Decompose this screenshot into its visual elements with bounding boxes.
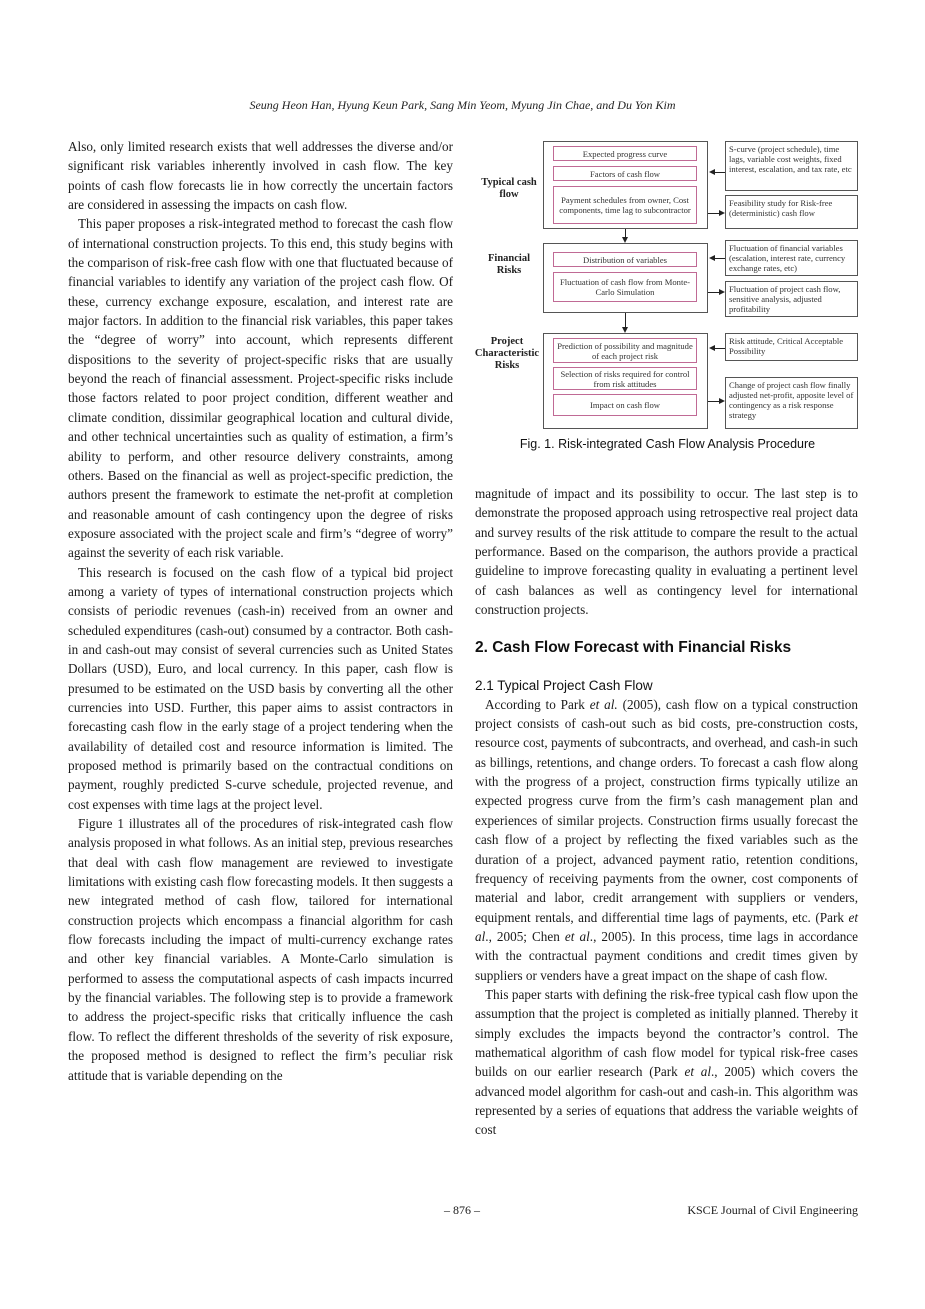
text-run: ., 2005) which covers the advanced model algorithm for cash-out and cash-in. This algorithm was represented by a series of equations that address the variable weights of cost <box>475 1064 858 1138</box>
connector-line <box>708 401 719 402</box>
paragraph: Figure 1 illustrates all of the procedures of risk-integrated cash flow analysis proposed in what follows. As an initial step, previous researches that deal with cash flow management are reviewed to investigate limitations with existing cash flow forecasting models. It then suggests a new integrated method of cash flow, tailored for international construction projects which encompass a financial algorithm for cash flow forecasts including the impact of multi-currency exchange rates and other key financial variables. A Monte-Carlo simulation is performed to assess the computational aspects of cash impacts incurred by the financial variables. The following step is to provide a framework to address the project-specific risks that critically influence the cash flow. To reflect the different thresholds of the severity of risk exposure, the proposed method is designed to reflect the firm’s peculiar risk attitude that is variable depending on the <box>68 816 453 1083</box>
connector-line <box>625 313 626 327</box>
stage-label-financial-risks <box>475 253 543 277</box>
step-payment-schedules: Payment schedules from owner, Cost components, time lag to subcontractor <box>553 186 697 224</box>
text-run: (2005), cash flow on a typical construction project consists of cash-out such as bid costs, pre-construction costs, resource cost, payments of subcontracts, and overhead, and cash-in such as billings, retentions, and change orders. To forecast a cash flow along with the progress of a project, construction firms typically utilize an expected progress curve from the firm’s cash management plan and experiences of similar projects. Construction firms usually forecast the cash flow of a project by reflecting the fixed variables such as the duration of a project, advanced payment ratio, retention conditions, frequency of receiving payments from the owner, cost components of material and labor, credit arrangement with suppliers or venders, equipment rentals, and differential time lags of payments, etc. (Park <box>475 696 858 925</box>
connector-line <box>708 292 719 293</box>
output-box-project-cash-flow-fluctuation: Fluctuation of project cash flow, sensitive analysis, adjusted profitability <box>725 281 858 317</box>
right-column <box>475 484 858 1140</box>
text-run: According to Park <box>485 696 590 712</box>
input-box-s-curve: S-curve (project schedule), time lags, variable cost weights, fixed interest, escalation, and tax rate, etc <box>725 141 858 191</box>
connector-line <box>715 258 725 259</box>
stage-label-typical-cash-flow <box>475 177 543 201</box>
step-monte-carlo-fluctuation: Fluctuation of cash flow from Monte-Carlo Simulation <box>553 272 697 302</box>
stage-label-project-characteristic-risks <box>470 336 544 372</box>
page-number: – 876 – <box>444 1203 480 1217</box>
connector-line <box>625 229 626 237</box>
subsection-heading: 2.1 Typical Project Cash Flow <box>475 677 653 693</box>
journal-name: KSCE Journal of Civil Engineering <box>687 1203 858 1217</box>
figure-1-flowchart <box>475 137 860 462</box>
output-box-feasibility-study: Feasibility study for Risk-free (deterministic) cash flow <box>725 195 858 229</box>
step-distribution-of-variables: Distribution of variables <box>553 252 697 267</box>
paragraph <box>475 985 858 1140</box>
stage-box-project-characteristic-risks <box>543 333 708 429</box>
stage-box-typical-cash-flow <box>543 141 708 229</box>
label-line: flow <box>499 189 519 200</box>
paragraph: This research is focused on the cash flow of a typical bid project among a variety of types of international construction projects which consists of periodic revenues (cash-in) received from an owner and scheduled expenditures (cash-out) consumed by a contractor. Both cash-in and cash-out may consist of several currencies such as United States Dollars (USD), Euro, and local currency. In this paper, cash flow is presumed to be estimated on the USD basis by converting all the other currencies into USD. Further, this paper aims to assist contractors in forecasting cash flow in the early stage of a project tendering when the availability of detailed cost and resource information is limited. The proposed method is primarily based on the contractual conditions on payment, roughly predicted S-curve schedule, projected revenue, and cost expenses with time lags at the project level. <box>68 564 453 812</box>
arrow-left-icon <box>709 255 715 261</box>
text-run-italic: et al <box>475 909 858 944</box>
input-box-financial-variables: Fluctuation of financial variables (escalation, interest rate, currency exchange rates, etc) <box>725 240 858 276</box>
label-line: Characteristic <box>474 348 540 359</box>
figure-caption: Fig. 1. Risk-integrated Cash Flow Analysis Procedure <box>519 437 816 451</box>
text-run: This paper starts with defining the risk-free typical cash flow upon the assumption that the project is completed as initially planned. Thereby it simply excludes the impacts beyond the contractor’s control. The mathematical algorithm of cash flow model for typical risk-free cases builds on our earlier research (Park <box>475 986 858 1080</box>
arrow-right-icon <box>719 289 725 295</box>
step-impact-on-cash-flow: Impact on cash flow <box>553 394 697 416</box>
input-box-risk-attitude: Risk attitude, Critical Acceptable Possibility <box>725 333 858 361</box>
arrow-left-icon <box>709 169 715 175</box>
arrow-right-icon <box>719 398 725 404</box>
arrow-left-icon <box>709 345 715 351</box>
running-header-authors: Seung Heon Han, Hyung Keun Park, Sang Min Yeom, Myung Jin Chae, and Du Yon Kim <box>249 98 676 112</box>
arrow-right-icon <box>719 210 725 216</box>
step-expected-progress-curve: Expected progress curve <box>553 146 697 161</box>
step-factors-of-cash-flow: Factors of cash flow <box>553 166 697 181</box>
text-run-italic: et al. <box>589 696 618 712</box>
label-line: Financial <box>487 253 530 264</box>
connector-line <box>708 213 719 214</box>
text-run: ., 2005; Chen <box>485 928 565 944</box>
text-run-italic: et al <box>684 1064 711 1080</box>
label-line: Typical cash <box>481 177 537 188</box>
connector-line <box>715 348 725 349</box>
label-line: Risks <box>496 265 522 276</box>
paragraph <box>475 695 858 985</box>
label-line: Risks <box>494 360 520 371</box>
paragraph: This paper proposes a risk-integrated method to forecast the cash flow of international construction projects. To this end, this study begins with the comparison of risk-free cash flow with one that fluctuated because of financial variables to identify any variation of the project cash flow. Of these, currency exchange exposure, escalation, and interest rate are major factors. In addition to the financial risk variables, this paper takes the “degree of worry” into account, which represents different dispositions to the severity of project-specific risks that are usually beyond the reach of financial assessment. Project-specific risks include those factors related to poor project condition, different weather and climate condition, dissimilar geographical location and cultural divide, and other technical uncertainties such as quality of estimation, a firm’s ability to perform, and other resource delivery constraints, among others. Based on the financial as well as project-specific prediction, the authors present the framework to estimate the net-profit at completion and reasonable amount of cash contingency upon the degree of risks exposure associated with the project scale and firm’s “degree of worry” against the severity of each risk variable. <box>68 216 453 561</box>
text-run-italic: et al <box>564 928 590 944</box>
label-line: Project <box>490 336 524 347</box>
stage-box-financial-risks <box>543 243 708 313</box>
paragraph: magnitude of impact and its possibility to occur. The last step is to demonstrate the proposed approach using retrospective real project data and survey results of the risk attitude to compare the result to the actual performance. Based on the comparison, the authors provide a practical guideline to improve forecasting quality in evaluating a pertinent level of cash balances as well as contingency level for international construction projects. <box>475 486 858 618</box>
paragraph: Also, only limited research exists that well addresses the diverse and/or significant risk variables inherently involved in cash flow. The key points of cash flow forecasts lie in how correctly the uncertain factors are considered in assessing the impacts on cash flow. <box>68 139 453 213</box>
output-box-adjusted-net-profit: Change of project cash flow finally adjusted net-profit, apposite level of contingency as a risk response strategy <box>725 377 858 429</box>
connector-line <box>715 172 725 173</box>
left-column <box>68 137 453 1085</box>
section-heading: 2. Cash Flow Forecast with Financial Risks <box>475 639 792 657</box>
step-selection-of-risks: Selection of risks required for control from risk attitudes <box>553 367 697 390</box>
text-run: ., 2005). In this process, time lags in accordance with the contractual payment conditions and credit times given by suppliers or venders have a great impact on the shape of cash flow. <box>475 928 858 983</box>
step-prediction-of-possibility: Prediction of possibility and magnitude of each project risk <box>553 338 697 363</box>
